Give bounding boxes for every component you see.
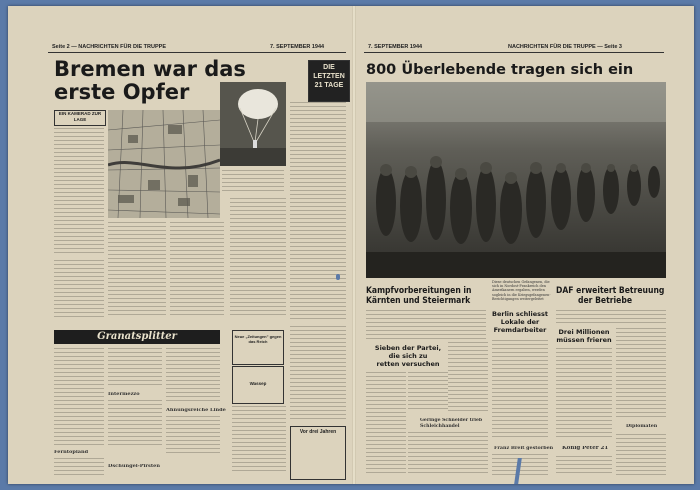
- letzten-21-tage-box: [308, 60, 350, 102]
- granat-col-3b: [166, 416, 220, 456]
- article3-line-2: Lokale der: [500, 318, 540, 326]
- koenig-peter-subhead: König Peter 21: [562, 446, 609, 451]
- left-header-rule: [48, 52, 346, 53]
- granat-col-1: [54, 348, 104, 448]
- dschungel-subhead: Dschungel-Pirsten: [108, 464, 160, 469]
- article4-line-1: DAF erweitert Betreuung: [556, 286, 665, 296]
- berlin-text: [492, 340, 548, 440]
- wassep-box: Wassep: [232, 366, 284, 404]
- granat-col-2b: [108, 400, 162, 448]
- column-2-text: [108, 222, 166, 318]
- column-4-text: [230, 198, 286, 318]
- granat-col-2a: [108, 348, 162, 388]
- kamerad-article-text: [54, 128, 104, 256]
- sieben-partei-headline: [374, 344, 442, 368]
- zeitungen-box: Neue „Zeitungen" gegen das Reich: [232, 330, 284, 365]
- box-letzten-line-2: LETZTEN: [313, 73, 345, 80]
- column-4-lower-text: [232, 406, 286, 472]
- franz-breit-subhead: Franz Breit gestorben: [494, 446, 554, 451]
- article3-line-3: Fremdarbeiter: [493, 326, 547, 334]
- granat-col-3a: [166, 348, 220, 404]
- box-letzten-line-1: DIE: [323, 64, 335, 71]
- headline-line-1: Bremen war das: [54, 57, 246, 81]
- ferntopland-subhead: Ferntopland: [54, 450, 89, 455]
- parachute-photo: [220, 82, 286, 166]
- left-page-date: 7. SEPTEMBER 1944: [270, 44, 325, 50]
- drei-millionen-headline: [554, 328, 614, 344]
- letzten-tage-column: [290, 102, 346, 322]
- kampfvorbereitungen-headline: [366, 286, 472, 306]
- article5-line-1: Drei Millionen: [558, 328, 610, 336]
- page-fold: [352, 6, 356, 484]
- right-page-date: 7. SEPTEMBER 1944: [368, 44, 423, 50]
- granat-col-1b: [54, 458, 104, 478]
- paper-hole: [336, 274, 340, 280]
- column-5-lower-text: [290, 326, 346, 422]
- article2-line-3: retten versuchen: [376, 360, 440, 368]
- newspaper-sheet: [8, 6, 694, 484]
- map-caption: [222, 170, 284, 194]
- city-map-graphic: [108, 110, 220, 218]
- daf-headline: [556, 286, 664, 306]
- right-page-header: NACHRICHTEN FÜR DIE TRUPPE — Seite 3: [508, 44, 622, 50]
- sieben-col-1: [366, 372, 406, 476]
- article1-line-1: Kampfvorbereitungen in: [366, 286, 472, 296]
- bremen-map-photo: [108, 110, 220, 218]
- sieben-col-2: [408, 372, 448, 412]
- box-letzten-line-3: 21 TAGE: [314, 82, 344, 89]
- right-col-text: [616, 328, 666, 420]
- parachute-graphic: [220, 82, 286, 166]
- koenig-text: [556, 456, 612, 476]
- ueberlebende-headline: 800 Überlebende tragen sich ein: [366, 62, 634, 78]
- right-header-rule: [364, 52, 664, 53]
- article4-line-2: der Betriebe: [578, 296, 633, 306]
- diplomaten-subhead: Diplomaten: [626, 424, 658, 429]
- article3-line-1: Berlin schliesst: [492, 310, 548, 318]
- bremen-headline: [54, 58, 246, 104]
- article5-line-2: müssen frieren: [556, 336, 612, 344]
- vor-drei-jahren-box: Vor drei Jahren: [290, 426, 346, 480]
- prisoners-graphic: [366, 82, 666, 278]
- article2-line-2: die sich zu: [388, 352, 428, 360]
- geringe-subhead: Geringe Schneider trieb Schleichhandel: [420, 418, 483, 429]
- diplomaten-text: [616, 434, 666, 476]
- ein-kamerad-box: EIN KAMERAD ZUR LAGE: [54, 110, 106, 126]
- article2-line-1: Sieben der Partei,: [374, 344, 442, 352]
- kampf-article-text: [366, 310, 486, 340]
- column-3-text: [170, 222, 224, 318]
- granatsplitter-banner: Granatsplitter: [54, 330, 220, 344]
- sieben-col-3: [448, 342, 488, 414]
- column-1-lower-text: [54, 260, 104, 320]
- drei-millionen-text: [556, 348, 612, 440]
- prisoners-photo: [366, 82, 666, 278]
- headline-line-2: erste Opfer: [54, 80, 190, 104]
- left-page-header: Seite 2 — NACHRICHTEN FÜR DIE TRUPPE: [52, 44, 166, 50]
- photo-caption: Diese deutschen Gefangenen, die sich in Nordost-Frankreich den Amerikanern ergaben, werden sogleich in die Kriegsgefangenen-Berichtigungen weitergeleitet: [492, 280, 551, 301]
- article1-line-2: Kärnten und Steiermark: [366, 296, 471, 306]
- ahnungsreiche-subhead: Ahnungsreiche Linde: [166, 408, 226, 413]
- berlin-schliesst-headline: [492, 310, 548, 334]
- intermezzo-subhead: Intermezzo: [108, 392, 140, 397]
- geringe-text: [408, 432, 488, 476]
- daf-text: [556, 310, 666, 326]
